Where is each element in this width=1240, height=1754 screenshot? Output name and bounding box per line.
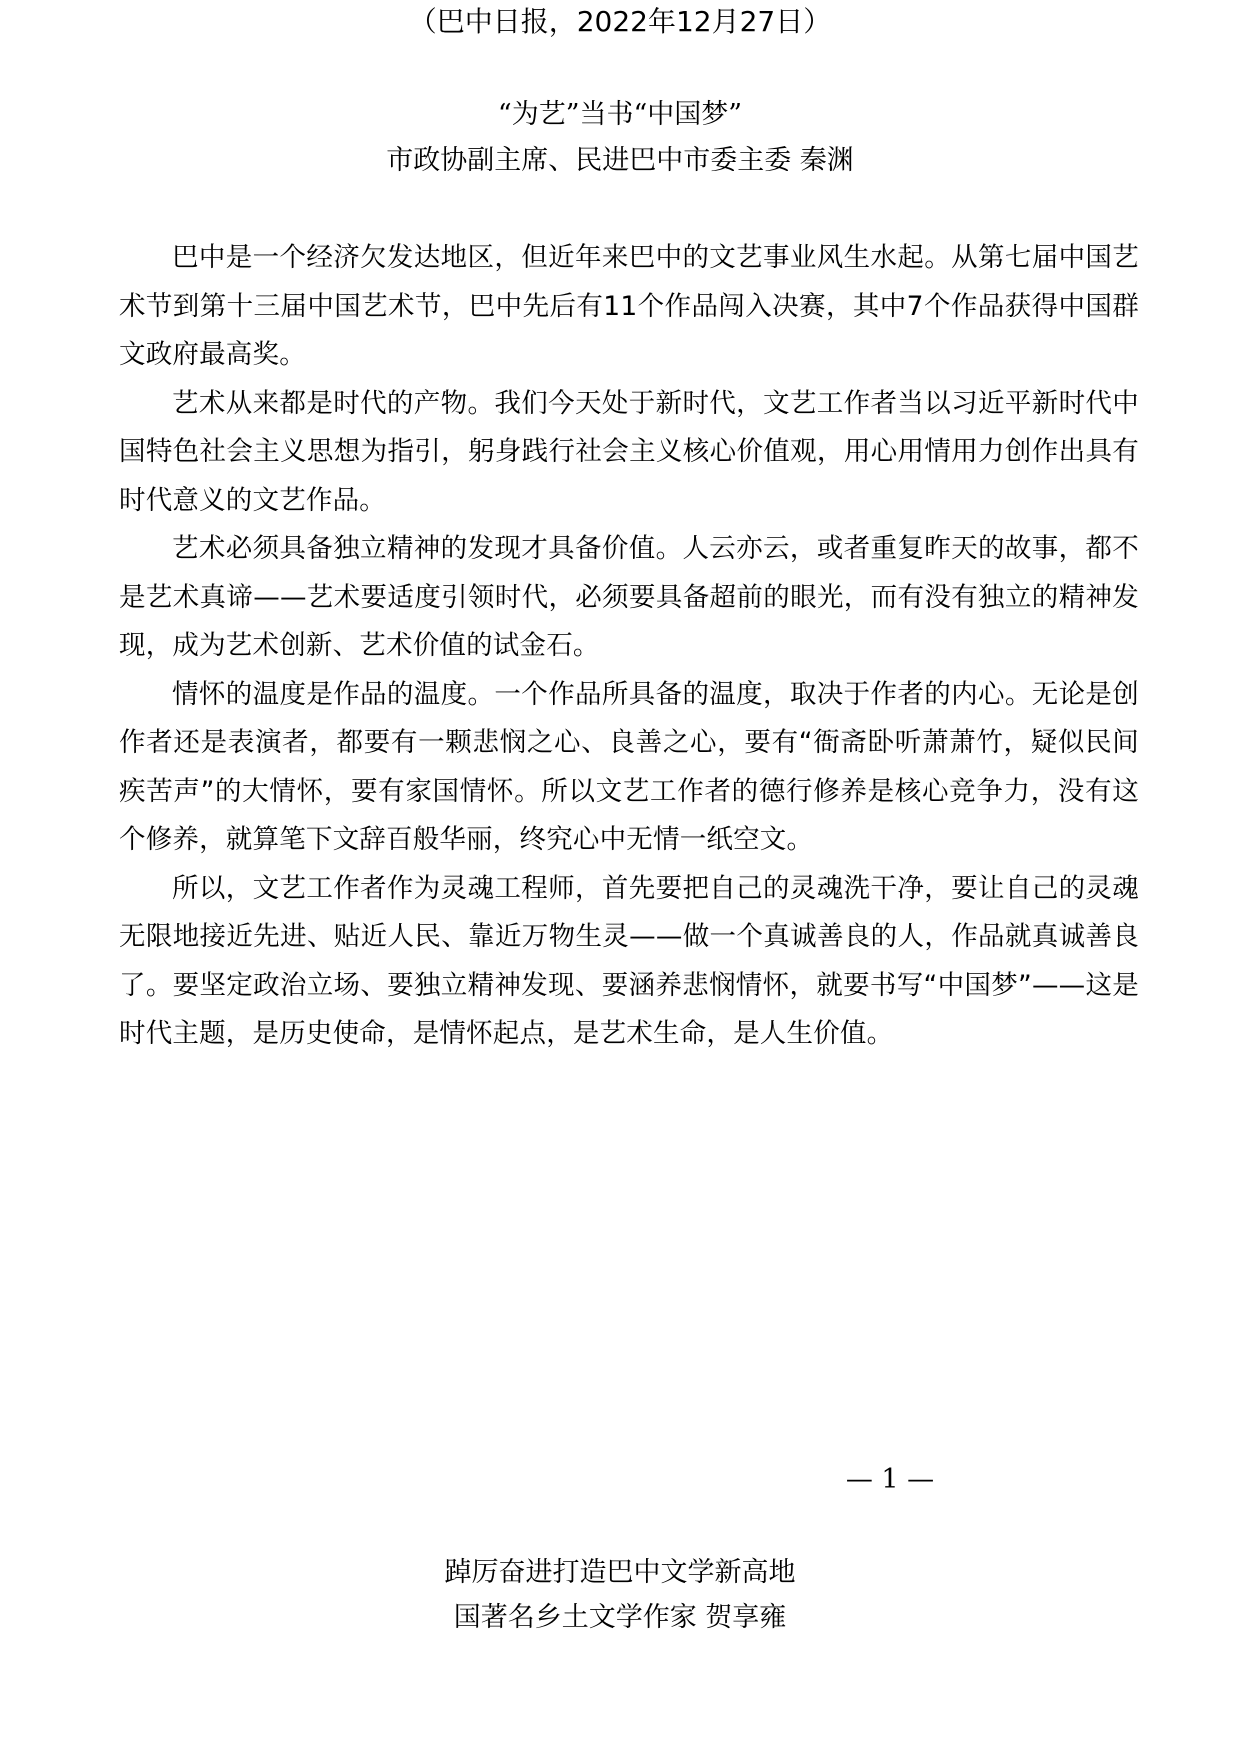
source-citation: （巴中日报，2022年12月27日） bbox=[408, 5, 832, 38]
next-article-title: 踔厉奋进打造巴中文学新高地 bbox=[444, 1557, 796, 1588]
article-paragraph: 情怀的温度是作品的温度。一个作品所具备的温度，取决于作者的内心。无论是创作者还是表演者，都要有一颗悲悯之心、良善之心，要有“衙斋卧听萧萧竹，疑似民间疾苦声”的大情怀，要有家国情怀。所以文艺工作者的德行修养是核心竞争力，没有这个修养，就算笔下文辞百般华丽，终究心中无情一纸空文。 bbox=[119, 678, 1139, 855]
article-byline: 市政协副主席、民进巴中市委主委 秦渊 bbox=[386, 145, 854, 176]
article-title: “为艺”当书“中国梦” bbox=[497, 99, 743, 130]
article-paragraph: 巴中是一个经济欠发达地区，但近年来巴中的文艺事业风生水起。从第七届中国艺术节到第十三届中国艺术节，巴中先后有11个作品闯入决赛，其中7个作品获得中国群文政府最高奖。 bbox=[119, 242, 1139, 370]
next-article-byline: 国著名乡土文学作家 贺享雍 bbox=[453, 1602, 787, 1633]
article-paragraph: 艺术从来都是时代的产物。我们今天处于新时代，文艺工作者当以习近平新时代中国特色社会主义思想为指引，躬身践行社会主义核心价值观，用心用情用力创作出具有时代意义的文艺作品。 bbox=[119, 387, 1139, 516]
page-number: — 1 — bbox=[845, 1464, 935, 1495]
article-paragraph: 艺术必须具备独立精神的发现才具备价值。人云亦云，或者重复昨天的故事，都不是艺术真谛——艺术要适度引领时代，必须要具备超前的眼光，而有没有独立的精神发现，成为艺术创新、艺术价值的试金石。 bbox=[119, 533, 1139, 661]
article-paragraph: 所以，文艺工作者作为灵魂工程师，首先要把自己的灵魂洗干净，要让自己的灵魂无限地接近先进、贴近人民、靠近万物生灵——做一个真诚善良的人，作品就真诚善良了。要坚定政治立场、要独立精神发现、要涵养悲悯情怀，就要书写“中国梦”——这是时代主题，是历史使命，是情怀起点，是艺术生命，是人生价值。 bbox=[119, 872, 1139, 1049]
article-body bbox=[119, 234, 1139, 1059]
